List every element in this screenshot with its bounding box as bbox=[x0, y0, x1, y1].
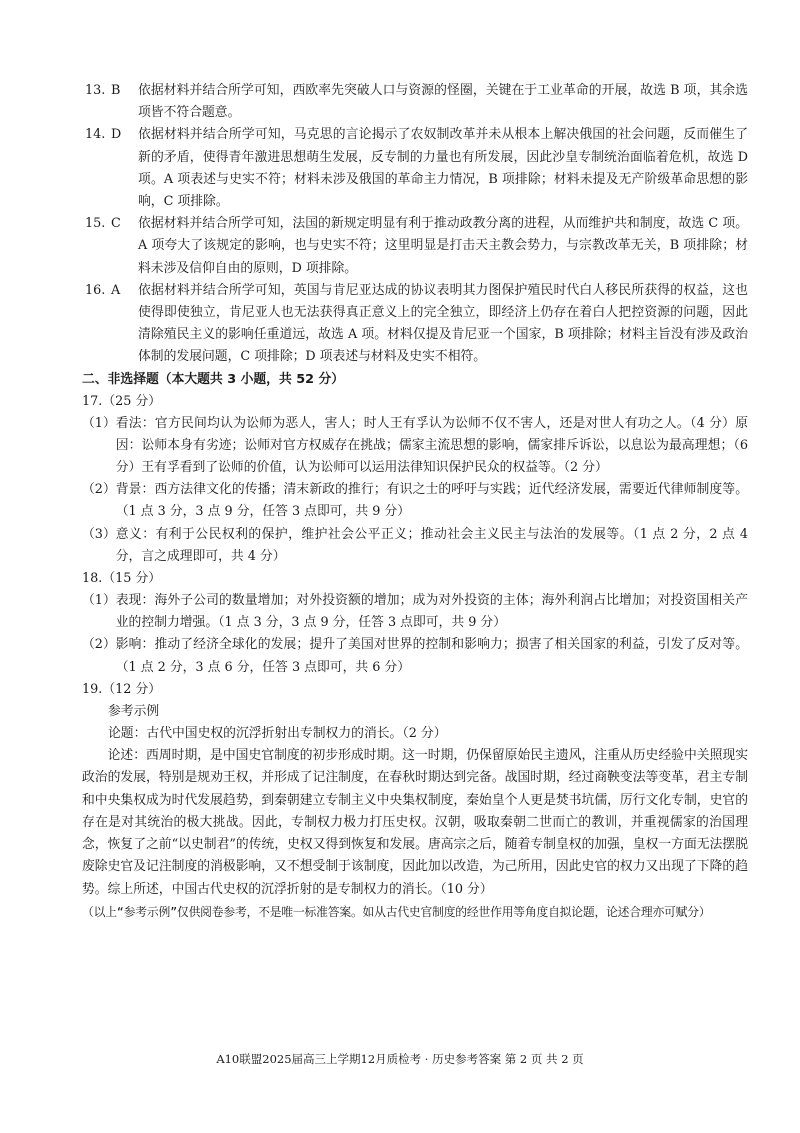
section-heading: 二、非选择题（本大题共 3 小题，共 52 分） bbox=[82, 371, 345, 387]
question-17 bbox=[82, 391, 748, 568]
question-18 bbox=[82, 568, 748, 679]
answer-letter: B bbox=[111, 83, 121, 98]
explanation-text: 依据材料并结合所学可知，法国的新规定明显有利于推动政教分离的进程，从而维护共和制度，故选 C 项。A 项夸大了该规定的影响，也与史实不符；这里明显是打击天主教会势力，与宗教改革无关，B 项排除；材料未涉及信仰自由的原则，D 项排除。 bbox=[138, 216, 748, 276]
sub-text: 表现：海外子公司的数量增加；对外投资额的增加；成为对外投资的主体；海外利润占比增加；对投资国相关产业的控制力增强。（1 点 3 分，3 点 9 分，任答 3 点即可，共 9 分） bbox=[115, 593, 748, 631]
sub-answer bbox=[82, 524, 748, 568]
explanation-text: 依据材料并结合所学可知，英国与肯尼亚达成的协议表明其力图保护殖民时代白人移民所获得的权益，这也使得即使独立，肯尼亚人也无法获得真正意义上的完全独立，即经济上仍存在着白人把控资源的问题，因此清除殖民主义的影响任重道远，故选 A 项。材料仅提及肯尼亚一个国家，B 项排除；材料主旨没有涉及政治体制的发展问题，C 项排除；D 项表述与材料及史实不相符。 bbox=[138, 282, 748, 365]
sub-number: （2） bbox=[82, 637, 116, 653]
sub-answer bbox=[82, 479, 748, 523]
sub-number: （3） bbox=[82, 526, 116, 542]
question-heading: 18.（15 分） bbox=[82, 571, 162, 587]
sub-answer bbox=[82, 413, 748, 480]
sub-text: 影响：推动了经济全球化的发展；提升了美国对世界的控制和影响力；损害了相关国家的利益，引发了反对等。（1 点 2 分，3 点 6 分，任答 3 点即可，共 6 分） bbox=[115, 637, 748, 675]
question-number: 14. bbox=[85, 127, 106, 143]
thesis-text: 论题：古代中国史权的沉浮折射出专制权力的消长。（2 分） bbox=[108, 726, 447, 742]
page-footer: A10联盟2025届高三上学期12月质检考 · 历史参考答案 第 2 页 共 2 页 bbox=[216, 1052, 584, 1066]
sub-number: （2） bbox=[82, 482, 116, 498]
explanation-text: 依据材料并结合所学可知，马克思的言论揭示了农奴制改革并未从根本上解决俄国的社会问题，反而催生了新的矛盾，使得青年激进思想萌生发展，反专制的力量也有所发展，因此沙皇专制统治面临着危机，故选 D 项。A 项表述与史实不符；材料未涉及俄国的革命主力情况，B 项排除；材料未提及无产阶级革命思想的影响，C 项排除。 bbox=[138, 127, 748, 210]
sub-text: 意义：有利于公民权利的保护，维护社会公平正义；推动社会主义民主与法治的发展等。（1 点 2 分，2 点 4 分，言之成理即可，共 4 分） bbox=[115, 526, 748, 564]
sub-text: 看法：官方民间均认为讼师为恶人，害人；时人王有孚认为讼师不仅不害人，还是对世人有功之人。（4 分）原因：讼师本身有劣迹；讼师对官方权威存在挑战；儒家主流思想的影响，儒家排斥诉讼，以息讼为最高理想；（6 分）王有孚看到了讼师的价值，认为讼师可以运用法律知识保护民众的权益等。（2 分） bbox=[115, 415, 748, 476]
mcq-item bbox=[85, 213, 748, 280]
argument-text: 论述：西周时期，是中国史官制度的初步形成时期。这一时期，仍保留原始民主遗风，注重从历史经验中关照现实政治的发展，特别是规劝王权，并形成了记注制度，在春秋时期达到完备。战国时期，经过商鞅变法等变革，君主专制和中央集权成为时代发展趋势，到秦朝建立专制主义中央集权制度，秦始皇个人更是焚书坑儒，厉行文化专制，史官的存在是对其统治的极大挑战。因此，专制权力极力打压史权。汉朝，吸取秦朝二世而亡的教训，并重视儒家的治国理念，恢复了之前“以史制君”的传统，史权又得到恢复和发展。唐高宗之后，随着专制皇权的加强，皇权一方面无法摆脱废除史官及记注制度的消极影响，又不想受制于该制度，因此加以改造，为己所用，因此史官的权力又出现了下降的趋势。综上所述，中国古代史权的沉浮折射的是专制权力的消长。（10 分） bbox=[82, 748, 748, 897]
answer-letter: D bbox=[111, 127, 122, 143]
answer-letter: C bbox=[111, 216, 121, 232]
question-heading: 19.（12 分） bbox=[82, 681, 162, 697]
sub-answer bbox=[82, 634, 748, 678]
sub-number: （1） bbox=[82, 415, 116, 431]
question-number: 13. bbox=[85, 83, 106, 98]
mcq-item bbox=[85, 280, 748, 369]
question-number: 15. bbox=[85, 216, 106, 232]
sub-text: 背景：西方法律文化的传播；清末新政的推行；有识之士的呼吁与实践；近代经济发展，需要近代律师制度等。（1 点 3 分，3 点 9 分，任答 3 点即可，共 9 分） bbox=[115, 482, 748, 520]
question-number: 16. bbox=[85, 282, 106, 298]
multiple-choice-answers bbox=[85, 80, 748, 369]
sub-answer bbox=[82, 590, 748, 634]
grading-note: （以上“参考示例”仅供阅卷参考，不是唯一标准答案。如从古代史官制度的经世作用等角度自拟论题，论述合理亦可赋分） bbox=[82, 904, 711, 919]
mcq-item bbox=[85, 124, 748, 213]
question-heading: 17.（25 分） bbox=[82, 393, 162, 409]
sub-number: （1） bbox=[82, 593, 116, 609]
reference-example-label: 参考示例 bbox=[108, 703, 160, 719]
mcq-item bbox=[85, 80, 748, 124]
question-19 bbox=[82, 679, 748, 923]
explanation-text: 依据材料并结合所学可知，西欧率先突破人口与资源的怪圈，关键在于工业革命的开展，故选 B 项，其余选项皆不符合题意。 bbox=[138, 83, 748, 121]
answer-letter: A bbox=[111, 282, 121, 298]
